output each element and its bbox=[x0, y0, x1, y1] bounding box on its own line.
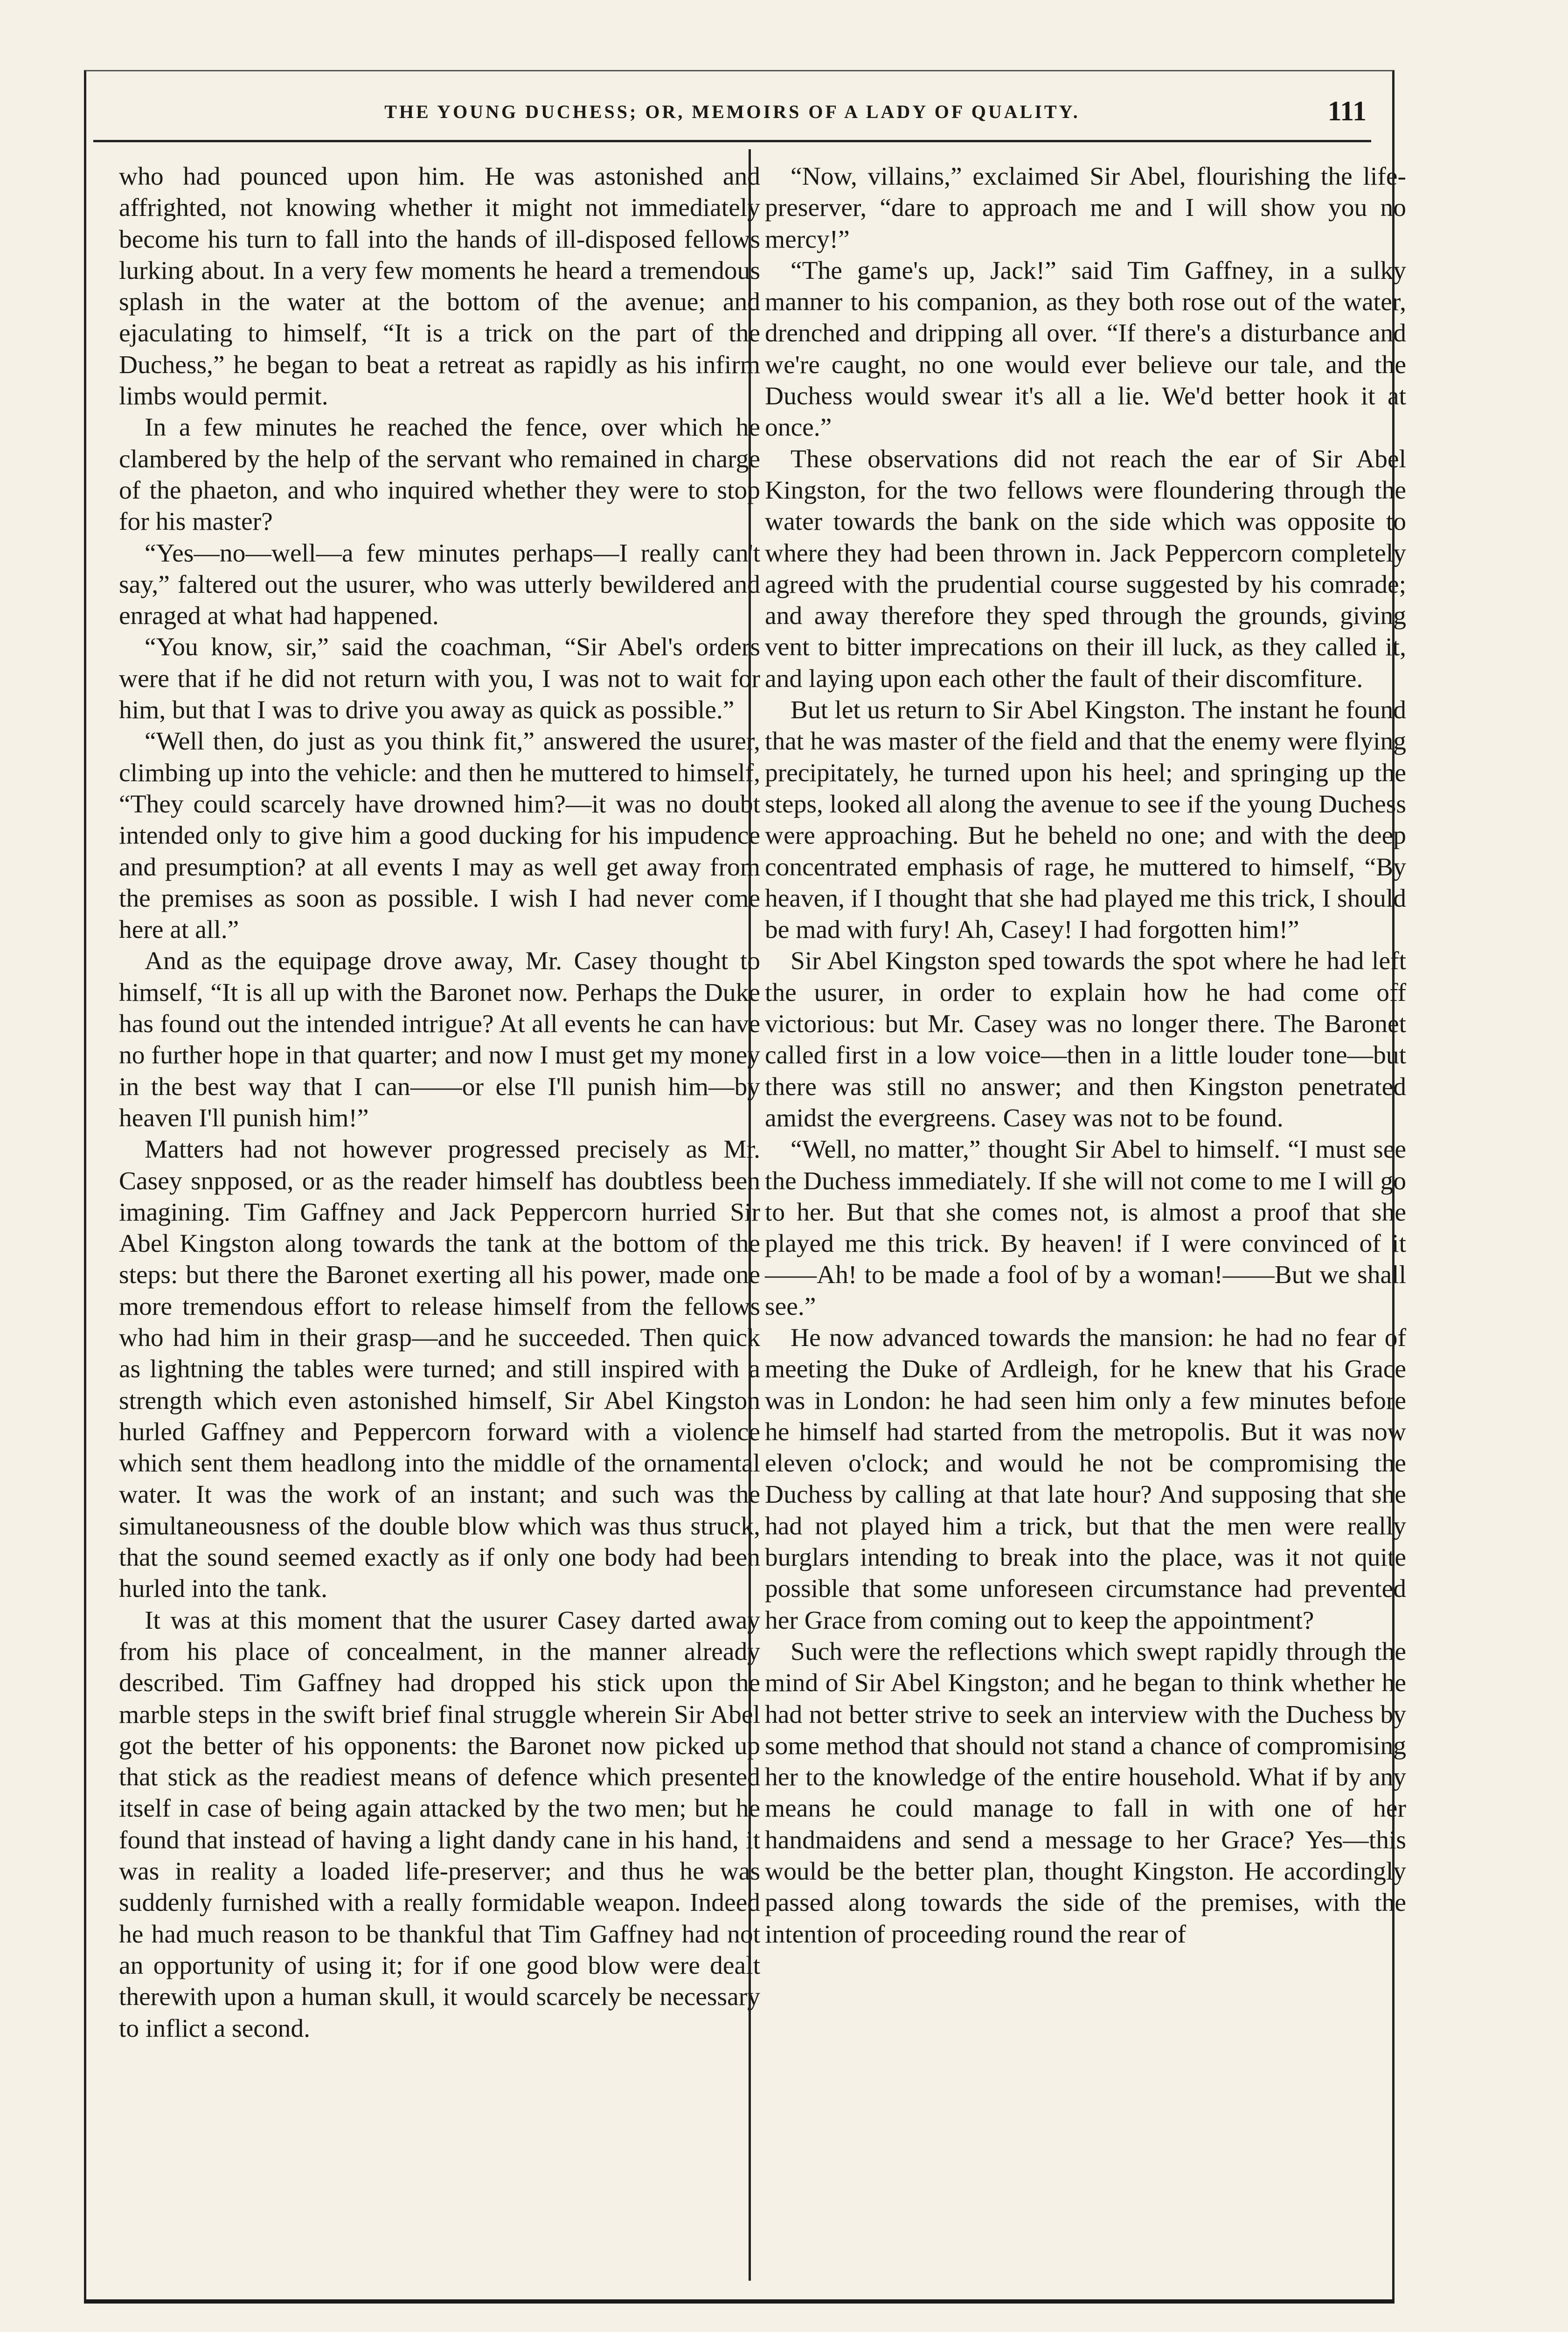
paragraph: “Yes—no—well—a few minutes perhaps—I really can't say,” faltered out the usurer, who was utterly bewildered and enraged at what had happened. bbox=[119, 539, 760, 631]
paragraph: Matters had not however progressed precisely as Mr. Casey snpposed, or as the reader himself has doubtless been imagining. Tim Gaffney and Jack Peppercorn hurried Sir Abel Kingston along towards the tank at the bottom of the steps: but there the Baronet exerting all his power, made one more tremendous effort to release himself from the fellows who had him in their grasp—and he succeeded. Then quick as lightning the tables were turned; and still inspired with a strength which even astonished himself, Sir Abel Kingston hurled Gaffney and Peppercorn forward with a violence which sent them headlong into the middle of the ornamental water. It was the work of an instant; and such was the simultaneousness of the double blow which was thus struck, that the sound seemed exactly as if only one body had been hurled into the tank. bbox=[119, 1135, 760, 1603]
paragraph: who had pounced upon him. He was astonished and affrighted, not knowing whether it might not immediately become his turn to fall into the hands of ill-disposed fellows lurking about. In a very few moments he heard a tremendous splash in the water at the bottom of the avenue; and ejaculating to himself, “It is a trick on the part of the Duchess,” he began to beat a retreat as rapidly as his infirm limbs would permit. bbox=[119, 162, 760, 411]
left-column bbox=[119, 161, 760, 2044]
paragraph: “Now, villains,” exclaimed Sir Abel, flourishing the life-preserver, “dare to approach me and I will show you no mercy!” bbox=[765, 162, 1406, 254]
paragraph: He now advanced towards the mansion: he had no fear of meeting the Duke of Ardleigh, for he knew that his Grace was in London: he had seen him only a few minutes before he himself had started from the metropolis. But it was now eleven o'clock; and would he not be compromising the Duchess by calling at that late hour? And supposing that she had not played him a trick, but that the men were really burglars intending to break into the place, was it not quite possible that some unforeseen circumstance had prevented her Grace from coming out to keep the appointment? bbox=[765, 1323, 1406, 1635]
right-column bbox=[765, 161, 1406, 1950]
paragraph: “Well, no matter,” thought Sir Abel to himself. “I must see the Duchess immediately. If she will not come to me I will go to her. But that she comes not, is almost a proof that she played me this trick. By heaven! if I were convinced of it——Ah! to be made a fool of by a woman!——But we shall see.” bbox=[765, 1135, 1406, 1321]
paragraph: “Well then, do just as you think fit,” answered the usurer, climbing up into the vehicle: and then he muttered to himself, “They could scarcely have drowned him?—it was no doubt intended only to give him a good ducking for his impudence and presumption? at all events I may as well get away from the premises as soon as possible. I wish I had never come here at all.” bbox=[119, 727, 760, 944]
page-number: 111 bbox=[1327, 96, 1367, 126]
paragraph: “You know, sir,” said the coachman, “Sir Abel's orders were that if he did not return with you, I was not to wait for him, but that I was to drive you away as quick as possible.” bbox=[119, 633, 760, 725]
paragraph: Sir Abel Kingston sped towards the spot where he had left the usurer, in order to explain how he had come off victorious: but Mr. Casey was no longer there. The Baronet called first in a low voice—then in a little louder tone—but there was still no answer; and then Kingston penetrated amidst the evergreens. Casey was not to be found. bbox=[765, 947, 1406, 1132]
paragraph: In a few minutes he reached the fence, over which he clambered by the help of the servant who remained in charge of the phaeton, and who inquired whether they were to stop for his master? bbox=[119, 413, 760, 536]
paragraph: Such were the reflections which swept rapidly through the mind of Sir Abel Kingston; and he began to think whether he had not better strive to seek an interview with the Duchess by some method that should not stand a chance of compromising her to the knowledge of the entire household. What if by any means he could manage to fall in with one of her handmaidens and send a message to her Grace? Yes—this would be the better plan, thought Kingston. He accordingly passed along towards the side of the premises, with the intention of proceeding round the rear of bbox=[765, 1637, 1406, 1949]
paragraph: And as the equipage drove away, Mr. Casey thought to himself, “It is all up with the Baronet now. Perhaps the Duke has found out the intended intrigue? At all events he can have no further hope in that quarter; and now I must get my money in the best way that I can——or else I'll punish him—by heaven I'll punish him!” bbox=[119, 947, 760, 1132]
paragraph: It was at this moment that the usurer Casey darted away from his place of concealment, in the manner already described. Tim Gaffney had dropped his stick upon the marble steps in the swift brief final struggle wherein Sir Abel got the better of his opponents: the Baronet now picked up that stick as the readiest means of defence which presented itself in case of being again attacked by the two men; but he found that instead of having a light dandy cane in his hand, it was in reality a loaded life-preserver; and thus he was suddenly furnished with a really formidable weapon. Indeed he had much reason to be thankful that Tim Gaffney had not an opportunity of using it; for if one good blow were dealt therewith upon a human skull, it would scarcely be necessary to inflict a second. bbox=[119, 1606, 760, 2043]
bottom-rule bbox=[84, 2299, 1395, 2304]
running-title: THE YOUNG DUCHESS; OR, MEMOIRS OF A LADY OF QUALITY. bbox=[384, 101, 1080, 122]
running-header bbox=[93, 93, 1371, 142]
paragraph: These observations did not reach the ear of Sir Abel Kingston, for the two fellows were floundering through the water towards the bank on the side which was opposite to where they had been thrown in. Jack Peppercorn completely agreed with the prudential course suggested by his comrade; and away therefore they sped through the grounds, giving vent to bitter imprecations on their ill luck, as they called it, and laying upon each other the fault of their discomfiture. bbox=[765, 444, 1406, 693]
paragraph: But let us return to Sir Abel Kingston. The instant he found that he was master of the field and that the enemy were flying precipitately, he turned upon his heel; and springing up the steps, looked all along the avenue to see if the young Duchess were approaching. But he beheld no one; and with the deep concentrated emphasis of rage, he muttered to himself, “By heaven, if I thought that she had played me this trick, I should be mad with fury! Ah, Casey! I had forgotten him!” bbox=[765, 696, 1406, 944]
paragraph: “The game's up, Jack!” said Tim Gaffney, in a sulky manner to his companion, as they both rose out of the water, drenched and dripping all over. “If there's a disturbance and we're caught, no one would ever believe our tale, and the Duchess would swear it's all a lie. We'd better hook it at once.” bbox=[765, 256, 1406, 442]
